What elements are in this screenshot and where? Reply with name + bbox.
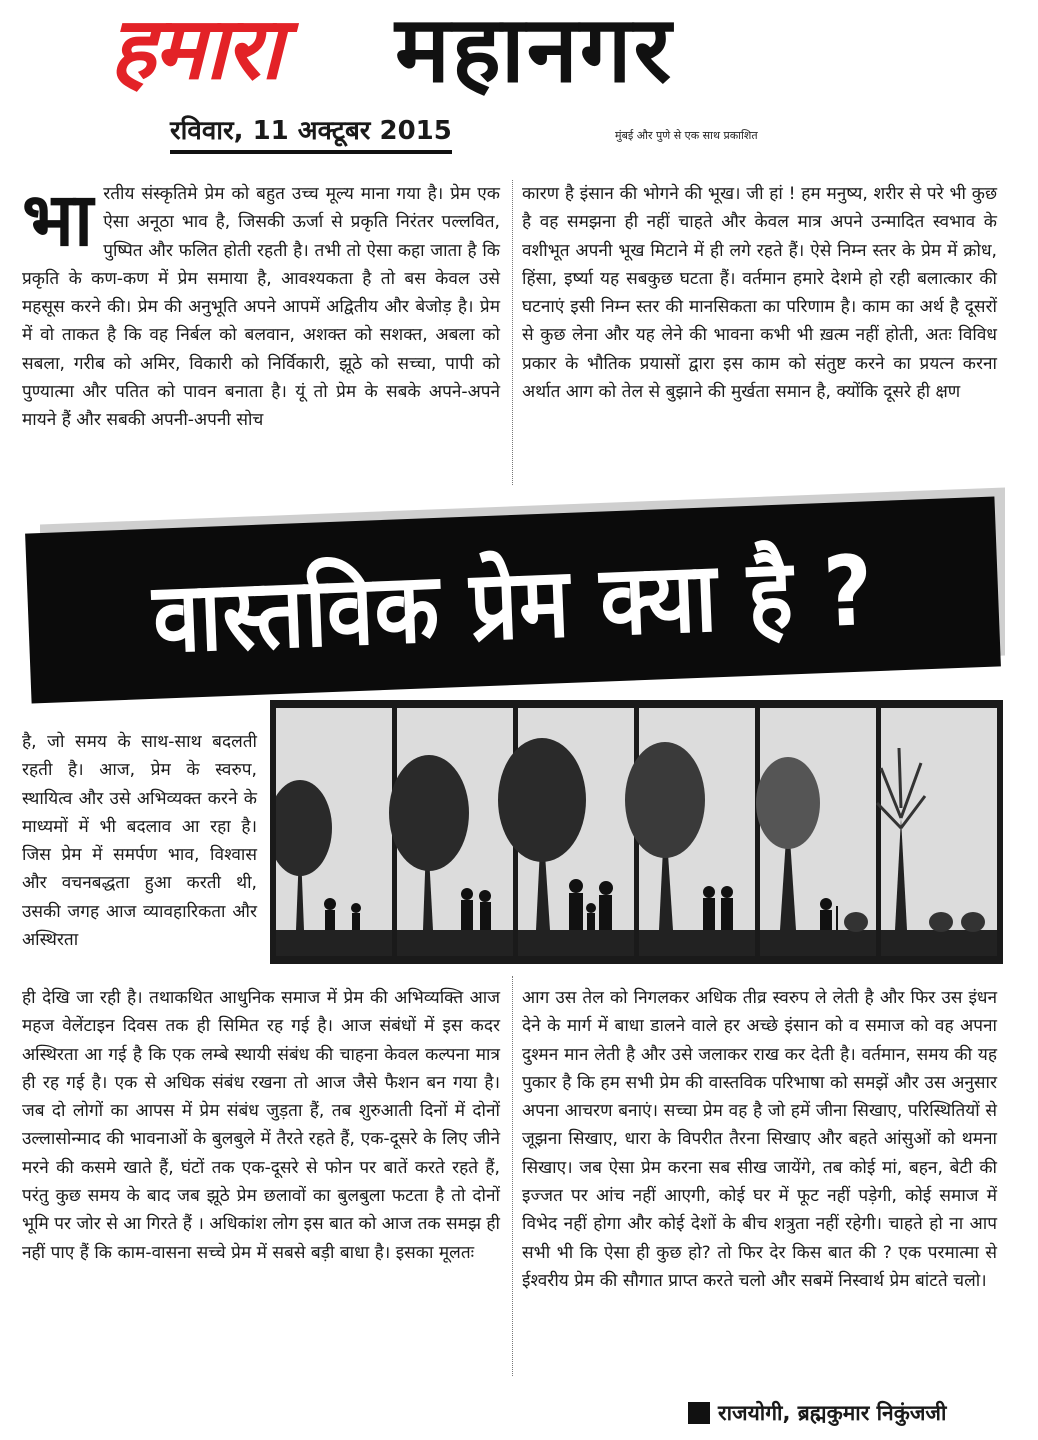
photo-panel (625, 708, 755, 956)
headline-band (25, 496, 1001, 703)
photo-panel (756, 708, 876, 956)
col2-bottom-text: आग उस तेल को निगलकर अधिक तीव्र स्वरुप ले लेती है और फिर उस इंधन देने के मार्ग में बाधा डालने वाले हर अच्छे इंसान को व समाज को वह अपना दुश्मन मान लेती है और उसे जलाकर राख कर देती है। वर्तमान, समय की यह पुकार है कि हम सभी प्रेम की वास्तविक परिभाषा को समझें और उस अनुसार अपना आचरण बनाएं। सच्चा प्रेम वह है जो हमें जीना सिखाए, परिस्थितियों से जूझना सिखाए, धारा के विपरीत तैरना सिखाए और बहते आंसुओं को थमना सिखाए। जब ऐसा प्रेम करना सब सीख जायेंगे, तब कोई मां, बहन, बेटी की इज्जत पर आंच नहीं आएगी, कोई घर में फूट नहीं पड़ेगी, कोई समाज में विभेद नहीं होगा और कोई देशों के बीच शत्रुता नहीं रहेगी। चाहते हो ना आप सभी भी कि ऐसा ही कुछ हो? तो फिर देर किस बात की ? एक परमात्मा से ईश्वरीय प्रेम की सौगात प्राप्त करते चलो और सबमें निस्वार्थ प्रेम बांटते चलो। (522, 988, 997, 1291)
photo-panel (389, 708, 513, 956)
column-divider-top (512, 180, 513, 485)
photo-panel (276, 708, 392, 956)
masthead-name-black: महानगर (395, 0, 674, 103)
drop-cap: भा (22, 177, 94, 263)
col1-top-text: रतीय संस्कृतिमे प्रेम को बहुत उच्च मूल्य माना गया है। प्रेम एक ऐसा अनूठा भाव है, जिसकी ऊर्जा से प्रकृति निरंतर पल्लवित, पुष्पित और फलित होती रहती है। तभी तो ऐसा कहा जाता है कि प्रकृति के कण-कण में प्रेम समाया है, आवश्यकता है तो बस केवल उसे महसूस करने की। प्रेम की अनुभूति अपने आपमें अद्वितीय और बेजोड़ है। प्रेम में वो ताकत है कि वह निर्बल को बलवान, अशक्त को सशक्त, अबला को सबला, गरीब को अमिर, विकारी को निर्विकारी, झूठे को सच्चा, पापी को पुण्यात्मा और पतित को पावन बनाता है। यूं तो प्रेम के सबके अपने-अपने मायने हैं और सबकी अपनी-अपनी सोच (22, 184, 501, 431)
masthead-name-red: हमारा (110, 0, 281, 99)
life-stages-photo (270, 700, 1003, 964)
article-col1-bottom (22, 984, 500, 1384)
dateline: रविवार, 11 अक्टूबर 2015 (170, 118, 452, 154)
article-col2-top (522, 180, 997, 490)
photo-panel (498, 708, 634, 956)
photo-panel (877, 708, 997, 956)
byline (688, 1402, 946, 1424)
col2-top-text: कारण है इंसान की भोगने की भूख। जी हां ! हम मनुष्य, शरीर से परे भी कुछ है वह समझना ही नहीं चाहते और केवल मात्र अपने उन्मादित स्वभाव के वशीभूत अपनी भूख मिटाने में ही लगे रहते हैं। ऐसे निम्न स्तर के प्रेम में क्रोध, हिंसा, इर्ष्या यह सबकुछ घटता हैं। वर्तमान हमारे देशमे हो रही बलात्कार की घटनाएं इसी निम्न स्तर की मानसिकता का परिणाम है। काम का अर्थ है दूसरों से कुछ लेना और यह लेने की भावना कभी भी ख़त्म नहीं होती, अतः विविध प्रकार के भौतिक प्रयासों द्वारा इस काम को संतुष्ट करने का प्रयत्न करना अर्थात आग को तेल से बुझाने की मुर्खता समान है, क्योंकि दूसरे ही क्षण (522, 184, 997, 403)
col1-bottom-text: ही देखि जा रही है। तथाकथित आधुनिक समाज में प्रेम की अभिव्यक्ति आज महज वेलेंटाइन दिवस तक ही सिमित रह गई है। आज संबंधों में इस कदर अस्थिरता आ गई है कि एक लम्बे स्थायी संबंध की चाहना केवल कल्पना मात्र ही रह गई है। एक से अधिक संबंध रखना तो आज जैसे फैशन बन गया है। जब दो लोगों का आपस में प्रेम संबंध जुड़ता हैं, तब शुरुआती दिनों में दोनों उल्लासोन्माद की भावनाओं के बुलबुले में तैरते रहते हैं, एक-दूसरे के लिए जीने मरने की कसमे खाते हैं, घंटों तक एक-दूसरे से फोन पर बातें करते रहते हैं, परंतु कुछ समय के बाद जब झूठे प्रेम छलावों का बुलबुला फटता है तो दोनों भूमि पर जोर से आ गिरते हैं । अधिकांश लोग इस बात को आज तक समझ ही नहीं पाए हैं कि काम-वासना सच्चे प्रेम में सबसे बड़ी बाधा है। इसका मूलतः (22, 988, 500, 1263)
headline: वास्तविक प्रेम क्या है ? (150, 533, 876, 675)
byline-text: राजयोगी, ब्रह्मकुमार निकुंजजी (718, 1400, 947, 1425)
article-col2-bottom (522, 984, 997, 1384)
life-stages-illustration (276, 708, 997, 956)
article-col1-top (22, 177, 501, 490)
byline-square-icon (688, 1402, 710, 1424)
article-left-narrow (22, 728, 257, 978)
column-divider-bottom (512, 976, 513, 1376)
left-narrow-text: है, जो समय के साथ-साथ बदलती रहती है। आज, प्रेम के स्वरुप, स्थायित्व और उसे अभिव्यक्त करने के माध्यमों में भी बदलाव आ रहा है। जिस प्रेम में समर्पण भाव, विश्वास और वचनबद्धता हुआ करती थी, उसकी जगह आज व्यावहारिकता और अस्थिरता (22, 732, 257, 951)
masthead (0, 0, 1038, 160)
edition-note: मुंबई और पुणे से एक साथ प्रकाशित (615, 129, 758, 142)
